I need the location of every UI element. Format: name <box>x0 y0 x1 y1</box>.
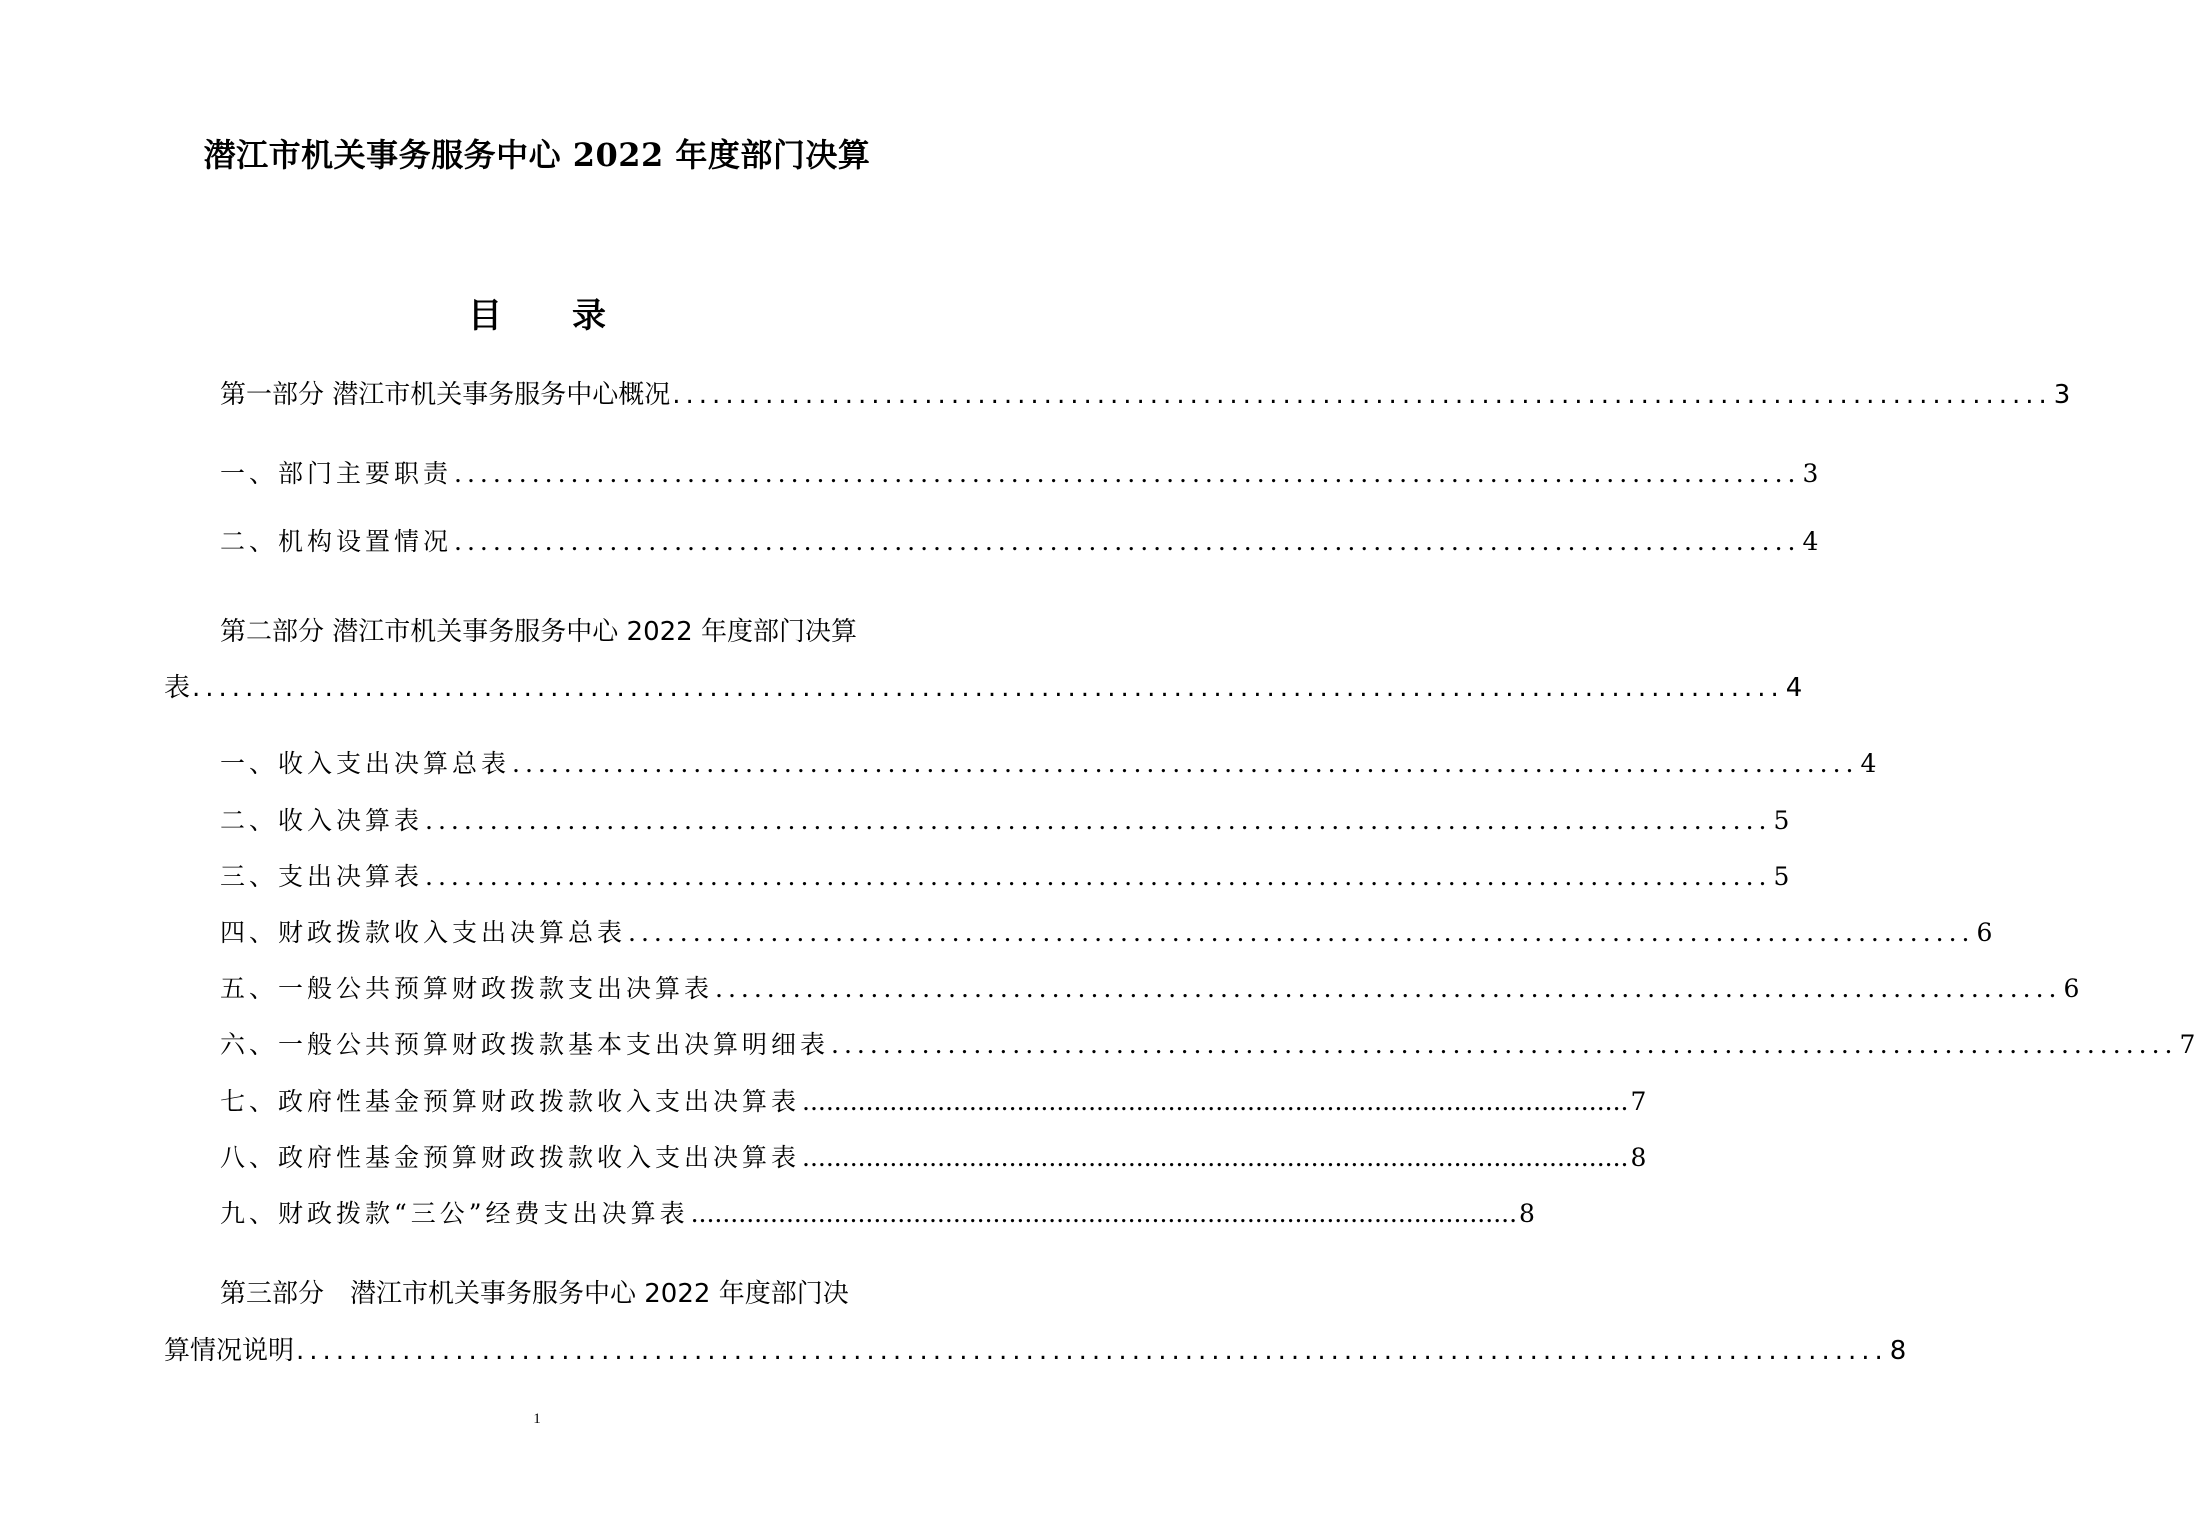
toc-entry-part3-line1[interactable]: 第三部分 潜江市机关事务服务中心 2022 年度部门决 <box>220 1279 849 1309</box>
toc-entry-page: 5 <box>1773 806 1795 835</box>
toc-entry-label: 第一部分 潜江市机关事务服务中心概况 <box>220 380 671 410</box>
toc-entry-label: 四、财政拨款收入支出决算总表 <box>220 918 627 947</box>
document-title: 潜江市机关事务服务中心 2022 年度部门决算 <box>203 136 871 174</box>
toc-entry-page: 3 <box>2053 380 2071 410</box>
toc-entry-page: 6 <box>1976 918 1998 947</box>
toc-leader-dots: ........................................................................................................ <box>454 527 1801 556</box>
toc-entry-part2-item-5[interactable] <box>220 969 2085 1005</box>
toc-entry-label: 表 <box>164 673 191 703</box>
toc-entry-page: 4 <box>1860 749 1882 778</box>
toc-entry-label: 三、支出决算表 <box>220 862 424 891</box>
toc-leader-dots: ........................................................................................................ <box>454 459 1801 488</box>
toc-entry-label: 一、收入支出决算总表 <box>220 749 511 778</box>
toc-heading <box>0 288 1074 337</box>
toc-entry-label: 七、政府性基金预算财政拨款收入支出决算表 <box>220 1087 801 1116</box>
toc-entry-label: 九、财政拨款“三公”经费支出决算表 <box>220 1199 689 1228</box>
toc-entry-part1-item-2[interactable] <box>220 522 1824 558</box>
toc-leader-dots: ........................................................................................................ <box>672 380 2052 410</box>
toc-entry-label: 二、收入决算表 <box>220 806 424 835</box>
toc-entry-page: 3 <box>1802 459 1824 488</box>
toc-leader-dots: ........................................................................................................ <box>512 749 1859 778</box>
toc-leader-dots: ........................................................................................................ <box>425 862 1772 891</box>
toc-entry-part1-item-1[interactable] <box>220 454 1824 490</box>
toc-entry-part2-item-7[interactable] <box>220 1082 1652 1118</box>
toc-entry-page: 7 <box>1630 1087 1652 1116</box>
toc-entry-part2-item-4[interactable] <box>220 913 1998 949</box>
toc-leader-dots: ........................................................................................................................ <box>296 1336 1888 1366</box>
toc-entry-page: 8 <box>1519 1199 1540 1228</box>
toc-leader-dots: ........................................................................................................ <box>831 1030 2178 1059</box>
toc-entry-page: 8 <box>1630 1143 1652 1172</box>
toc-entry-part2-item-2[interactable] <box>220 801 1795 837</box>
toc-entry-label: 一、部门主要职责 <box>220 459 453 488</box>
toc-leader-dots: ........................................................................................................ <box>802 1143 1629 1172</box>
toc-entry-label: 六、一般公共预算财政拨款基本支出决算明细表 <box>220 1030 830 1059</box>
toc-leader-dots: ........................................................................................................ <box>628 918 1975 947</box>
toc-entry-page: 5 <box>1773 862 1795 891</box>
toc-heading-left: 目 <box>468 296 502 336</box>
toc-entry-part2-item-8[interactable] <box>220 1138 1652 1174</box>
toc-leader-dots: ........................................................................................................ <box>715 974 2062 1003</box>
toc-entry-page: 4 <box>1802 527 1824 556</box>
toc-entry-page: 7 <box>2179 1030 2200 1059</box>
toc-entry-part2-item-6[interactable] <box>220 1025 2200 1061</box>
toc-leader-dots: ........................................................................................................................ <box>192 673 1784 703</box>
toc-entry-part2-item-1[interactable] <box>220 744 1882 780</box>
toc-entry-label: 八、政府性基金预算财政拨款收入支出决算表 <box>220 1143 801 1172</box>
toc-entry-part2-item-9[interactable] <box>220 1194 1540 1230</box>
toc-entry-page: 6 <box>2063 974 2085 1003</box>
toc-entry-label: 二、机构设置情况 <box>220 527 453 556</box>
toc-heading-right: 录 <box>572 296 606 336</box>
toc-entry-label: 算情况说明 <box>164 1336 295 1366</box>
toc-entry-label: 五、一般公共预算财政拨款支出决算表 <box>220 974 714 1003</box>
toc-leader-dots: ........................................................................................................ <box>425 806 1772 835</box>
toc-entry-part1[interactable] <box>220 374 2071 411</box>
toc-entry-part2[interactable] <box>164 667 1803 704</box>
toc-entry-page: 8 <box>1889 1336 1907 1366</box>
toc-leader-dots: ........................................................................................................ <box>690 1199 1518 1228</box>
toc-entry-page: 4 <box>1785 673 1803 703</box>
toc-leader-dots: ........................................................................................................ <box>802 1087 1629 1116</box>
toc-entry-part3[interactable] <box>164 1330 1907 1367</box>
page-number: 1 <box>533 1411 541 1427</box>
toc-entry-part2-item-3[interactable] <box>220 857 1795 893</box>
toc-entry-part2-line1[interactable]: 第二部分 潜江市机关事务服务中心 2022 年度部门决算 <box>220 617 857 647</box>
